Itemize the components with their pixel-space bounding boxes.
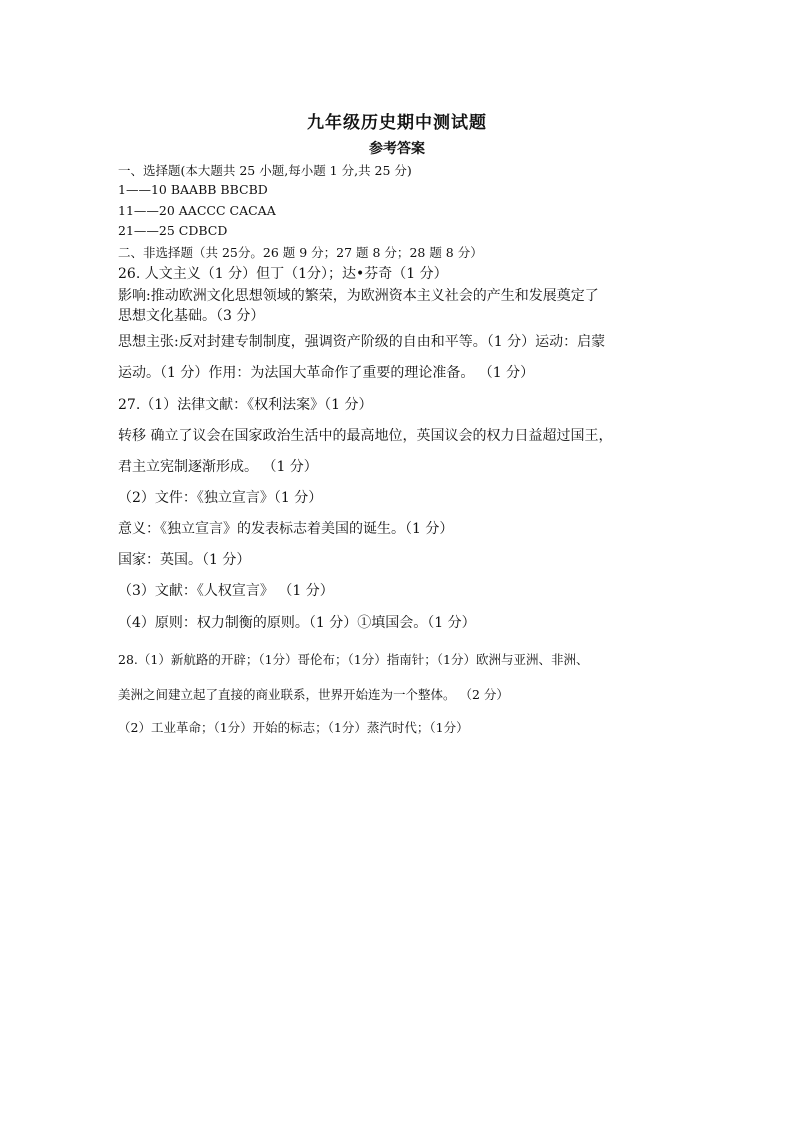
answer-row-11-20: 11——20 AACCC CACAA (118, 203, 276, 218)
section-heading-nonchoice: 二、非选择题（共 25分。26 题 9 分；27 题 8 分；28 题 8 分） (118, 245, 483, 260)
answer-28-2: （2）工业革命；（1分）开始的标志；（1分）蒸汽时代；（1分） (118, 720, 469, 735)
answer-27-significance: 意义：《独立宣言》的发表标志着美国的诞生。（1 分） (118, 521, 454, 537)
answer-27-transfer-cont: 君主立宪制逐渐形成。 （1 分） (118, 459, 318, 475)
answer-row-21-25: 21——25 CDBCD (118, 223, 228, 238)
answer-row-1-10: 1——10 BAABB BBCBD (118, 182, 268, 197)
answer-27-1: 27.（1）法律文献：《权利法案》（1 分） (118, 397, 373, 413)
answer-27-country: 国家：英国。（1 分） (118, 552, 251, 568)
answer-28-1-cont: 美洲之间建立起了直接的商业联系，世界开始连为一个整体。 （2 分） (118, 687, 509, 702)
answer-26-line: 26. 人文主义（1 分）但丁（1分）；达•芬奇（1 分） (118, 266, 448, 282)
answer-28-1: 28.（1）新航路的开辟；（1分）哥伦布；（1分）指南针；（1分）欧洲与亚洲、非洲、 (118, 652, 589, 667)
answer-26-influence: 影响:推动欧洲文化思想领域的繁荣，为欧洲资本主义社会的产生和发展奠定了 (118, 288, 599, 304)
answer-26-thought-cont: 运动。（1 分）作用：为法国大革命作了重要的理论准备。 （1 分） (118, 365, 535, 381)
section-heading-choice: 一、选择题(本大题共 25 小题,每小题 1 分,共 25 分) (118, 163, 412, 178)
page-title: 九年级历史期中测试题 (307, 113, 487, 133)
answer-27-transfer: 转移 确立了议会在国家政治生活中的最高地位，英国议会的权力日益超过国王， (118, 428, 613, 444)
answer-26-influence-cont: 思想文化基础。（3 分） (118, 308, 265, 324)
answer-27-4: （4）原则：权力制衡的原则。（1 分）①填国会。（1 分） (118, 615, 476, 631)
answer-27-3: （3）文献：《人权宣言》 （1 分） (118, 583, 334, 599)
page-subtitle: 参考答案 (369, 141, 425, 157)
answer-26-thought: 思想主张:反对封建专制制度，强调资产阶级的自由和平等。（1 分）运动：启蒙 (118, 334, 606, 350)
answer-27-2: （2）文件：《独立宣言》（1 分） (118, 490, 323, 506)
